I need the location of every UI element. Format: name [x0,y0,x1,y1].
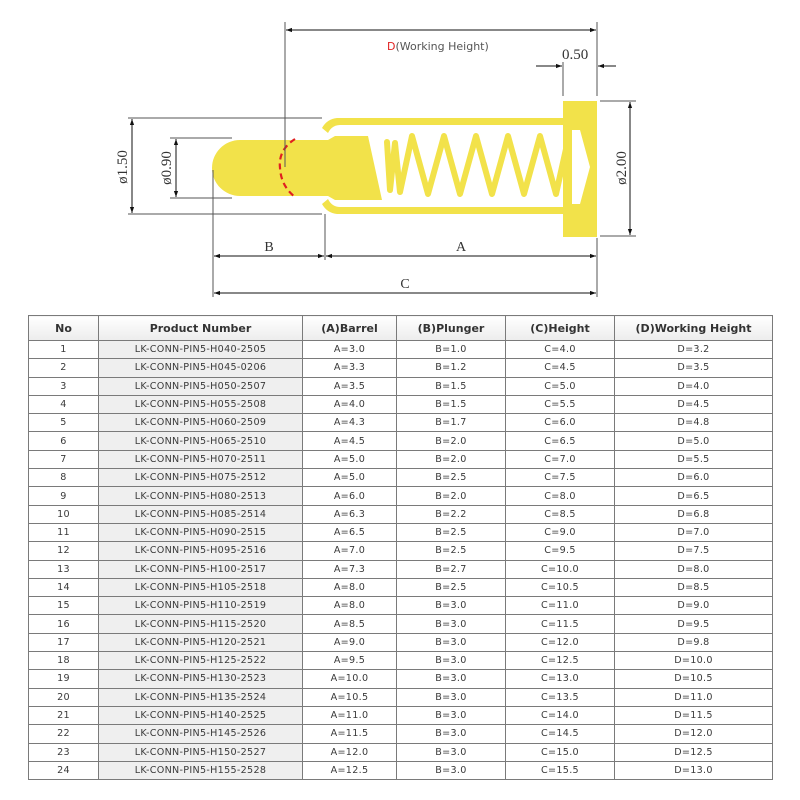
cell-working-height: D=8.5 [615,578,773,596]
table-row [29,487,773,505]
table-header-row [29,316,773,341]
cell-height: C=9.0 [506,523,615,541]
cell-height: C=4.0 [506,341,615,359]
cell-height: C=5.5 [506,395,615,413]
cell-height: C=8.5 [506,505,615,523]
cell-product-number: LK-CONN-PIN5-H110-2519 [99,597,303,615]
table-row [29,578,773,596]
cell-height: C=8.0 [506,487,615,505]
working-height-letter: D [387,40,396,53]
table-row [29,523,773,541]
cell-product-number: LK-CONN-PIN5-H090-2515 [99,523,303,541]
cell-product-number: LK-CONN-PIN5-H050-2507 [99,377,303,395]
cell-product-number: LK-CONN-PIN5-H140-2525 [99,706,303,724]
barrel-wall-top [322,118,563,133]
cell-height: C=9.5 [506,542,615,560]
cell-barrel: A=6.5 [303,523,397,541]
cell-barrel: A=12.0 [303,743,397,761]
cell-product-number: LK-CONN-PIN5-H075-2512 [99,469,303,487]
working-height-title [387,40,489,53]
cell-working-height: D=9.8 [615,633,773,651]
header-working-height: (D)Working Height [615,316,773,341]
cell-working-height: D=9.5 [615,615,773,633]
cell-barrel: A=4.0 [303,395,397,413]
dimension-a-label: A [455,240,467,255]
cell-plunger: B=2.5 [397,523,506,541]
cell-plunger: B=1.0 [397,341,506,359]
cell-product-number: LK-CONN-PIN5-H155-2528 [99,761,303,779]
cell-product-number: LK-CONN-PIN5-H070-2511 [99,450,303,468]
table-row [29,377,773,395]
table-row [29,542,773,560]
cell-barrel: A=11.5 [303,725,397,743]
cell-working-height: D=12.0 [615,725,773,743]
cell-barrel: A=5.0 [303,469,397,487]
cell-plunger: B=3.0 [397,725,506,743]
cell-no: 9 [29,487,99,505]
cell-barrel: A=7.0 [303,542,397,560]
cell-no: 17 [29,633,99,651]
table-row [29,560,773,578]
cell-working-height: D=3.5 [615,359,773,377]
cell-plunger: B=1.2 [397,359,506,377]
plunger-diameter-label: ø0.90 [159,151,175,185]
cell-plunger: B=3.0 [397,688,506,706]
cell-barrel: A=3.0 [303,341,397,359]
cell-height: C=13.5 [506,688,615,706]
cell-plunger: B=3.0 [397,761,506,779]
cell-barrel: A=4.5 [303,432,397,450]
header-barrel: (A)Barrel [303,316,397,341]
table-row [29,341,773,359]
cell-plunger: B=1.5 [397,395,506,413]
cell-product-number: LK-CONN-PIN5-H045-0206 [99,359,303,377]
cell-working-height: D=10.0 [615,652,773,670]
cell-height: C=15.0 [506,743,615,761]
cell-product-number: LK-CONN-PIN5-H150-2527 [99,743,303,761]
cell-height: C=12.5 [506,652,615,670]
cell-height: C=5.0 [506,377,615,395]
cell-product-number: LK-CONN-PIN5-H135-2524 [99,688,303,706]
cell-barrel: A=6.3 [303,505,397,523]
table-row [29,615,773,633]
cell-barrel: A=8.5 [303,615,397,633]
cell-product-number: LK-CONN-PIN5-H145-2526 [99,725,303,743]
pogo-pin-dimension-drawing [0,0,800,305]
cell-no: 20 [29,688,99,706]
cell-no: 10 [29,505,99,523]
cell-working-height: D=7.0 [615,523,773,541]
header-height: (C)Height [506,316,615,341]
cell-product-number: LK-CONN-PIN5-H130-2523 [99,670,303,688]
pogo-pin-part [212,101,597,237]
table-row [29,359,773,377]
cell-no: 11 [29,523,99,541]
cell-no: 13 [29,560,99,578]
cell-no: 16 [29,615,99,633]
cell-product-number: LK-CONN-PIN5-H120-2521 [99,633,303,651]
cell-no: 14 [29,578,99,596]
table-row [29,743,773,761]
cell-height: C=13.0 [506,670,615,688]
table-row [29,432,773,450]
cell-no: 15 [29,597,99,615]
header-no: No [29,316,99,341]
cell-height: C=4.5 [506,359,615,377]
cell-height: C=11.5 [506,615,615,633]
cell-product-number: LK-CONN-PIN5-H085-2514 [99,505,303,523]
cell-height: C=14.5 [506,725,615,743]
flange-diameter-label: ø2.00 [614,151,630,185]
cell-barrel: A=10.0 [303,670,397,688]
cell-product-number: LK-CONN-PIN5-H125-2522 [99,652,303,670]
table-body [29,341,773,780]
outer-diameter-label: ø1.50 [115,150,131,184]
cell-no: 6 [29,432,99,450]
table-row [29,652,773,670]
cell-working-height: D=4.0 [615,377,773,395]
cell-barrel: A=11.0 [303,706,397,724]
cell-height: C=6.0 [506,414,615,432]
cell-product-number: LK-CONN-PIN5-H040-2505 [99,341,303,359]
cell-no: 22 [29,725,99,743]
cell-working-height: D=9.0 [615,597,773,615]
table-row [29,597,773,615]
cell-plunger: B=1.7 [397,414,506,432]
cell-product-number: LK-CONN-PIN5-H095-2516 [99,542,303,560]
cell-plunger: B=3.0 [397,652,506,670]
cell-working-height: D=6.0 [615,469,773,487]
cell-barrel: A=10.5 [303,688,397,706]
cell-working-height: D=3.2 [615,341,773,359]
cell-working-height: D=6.8 [615,505,773,523]
cell-no: 1 [29,341,99,359]
cell-plunger: B=1.5 [397,377,506,395]
cell-plunger: B=2.2 [397,505,506,523]
dimension-lines [128,22,636,297]
cell-plunger: B=2.5 [397,578,506,596]
header-plunger: (B)Plunger [397,316,506,341]
cell-working-height: D=4.8 [615,414,773,432]
cell-height: C=10.5 [506,578,615,596]
cell-working-height: D=13.0 [615,761,773,779]
table-row [29,688,773,706]
product-spec-table [28,315,773,780]
cell-working-height: D=6.5 [615,487,773,505]
cell-no: 19 [29,670,99,688]
cell-product-number: LK-CONN-PIN5-H080-2513 [99,487,303,505]
cell-no: 4 [29,395,99,413]
cell-plunger: B=2.0 [397,487,506,505]
cell-barrel: A=9.0 [303,633,397,651]
cell-working-height: D=8.0 [615,560,773,578]
working-height-label: (Working Height) [395,40,489,53]
cell-height: C=10.0 [506,560,615,578]
table-row [29,670,773,688]
cell-height: C=15.5 [506,761,615,779]
cell-plunger: B=2.0 [397,432,506,450]
cell-plunger: B=3.0 [397,670,506,688]
cell-plunger: B=2.0 [397,450,506,468]
cell-height: C=14.0 [506,706,615,724]
table-row [29,469,773,487]
cell-barrel: A=6.0 [303,487,397,505]
table-row [29,395,773,413]
cell-barrel: A=3.5 [303,377,397,395]
cell-product-number: LK-CONN-PIN5-H055-2508 [99,395,303,413]
dimension-b-label: B [264,240,274,255]
cell-height: C=12.0 [506,633,615,651]
cell-barrel: A=9.5 [303,652,397,670]
cell-no: 8 [29,469,99,487]
table-row [29,414,773,432]
cell-barrel: A=7.3 [303,560,397,578]
cell-no: 12 [29,542,99,560]
cell-barrel: A=3.3 [303,359,397,377]
table-row [29,505,773,523]
cell-plunger: B=3.0 [397,706,506,724]
cell-product-number: LK-CONN-PIN5-H060-2509 [99,414,303,432]
cell-plunger: B=3.0 [397,633,506,651]
cell-barrel: A=4.3 [303,414,397,432]
cell-working-height: D=5.5 [615,450,773,468]
cell-height: C=11.0 [506,597,615,615]
cell-plunger: B=2.7 [397,560,506,578]
spring [387,136,576,194]
cell-barrel: A=8.0 [303,578,397,596]
cell-no: 3 [29,377,99,395]
cell-working-height: D=10.5 [615,670,773,688]
cell-product-number: LK-CONN-PIN5-H100-2517 [99,560,303,578]
cell-working-height: D=4.5 [615,395,773,413]
cell-no: 24 [29,761,99,779]
cell-no: 5 [29,414,99,432]
cell-no: 2 [29,359,99,377]
cell-plunger: B=3.0 [397,615,506,633]
table-row [29,706,773,724]
cell-no: 21 [29,706,99,724]
cell-product-number: LK-CONN-PIN5-H065-2510 [99,432,303,450]
cell-no: 23 [29,743,99,761]
cell-no: 7 [29,450,99,468]
cell-height: C=6.5 [506,432,615,450]
barrel-wall-bottom [322,199,563,214]
table-row [29,450,773,468]
header-product-number: Product Number [99,316,303,341]
cell-working-height: D=12.5 [615,743,773,761]
table-row [29,725,773,743]
flange-width-label: 0.50 [562,47,589,63]
cell-working-height: D=11.5 [615,706,773,724]
cell-height: C=7.0 [506,450,615,468]
dimension-c-label: C [400,277,410,292]
cell-barrel: A=5.0 [303,450,397,468]
cell-product-number: LK-CONN-PIN5-H105-2518 [99,578,303,596]
cell-no: 18 [29,652,99,670]
cell-barrel: A=12.5 [303,761,397,779]
cell-barrel: A=8.0 [303,597,397,615]
cell-plunger: B=3.0 [397,597,506,615]
cell-working-height: D=5.0 [615,432,773,450]
cell-height: C=7.5 [506,469,615,487]
cell-working-height: D=7.5 [615,542,773,560]
cell-plunger: B=2.5 [397,542,506,560]
cell-plunger: B=3.0 [397,743,506,761]
cell-product-number: LK-CONN-PIN5-H115-2520 [99,615,303,633]
cell-plunger: B=2.5 [397,469,506,487]
plunger [212,136,382,200]
table-row [29,761,773,779]
table-row [29,633,773,651]
cell-working-height: D=11.0 [615,688,773,706]
